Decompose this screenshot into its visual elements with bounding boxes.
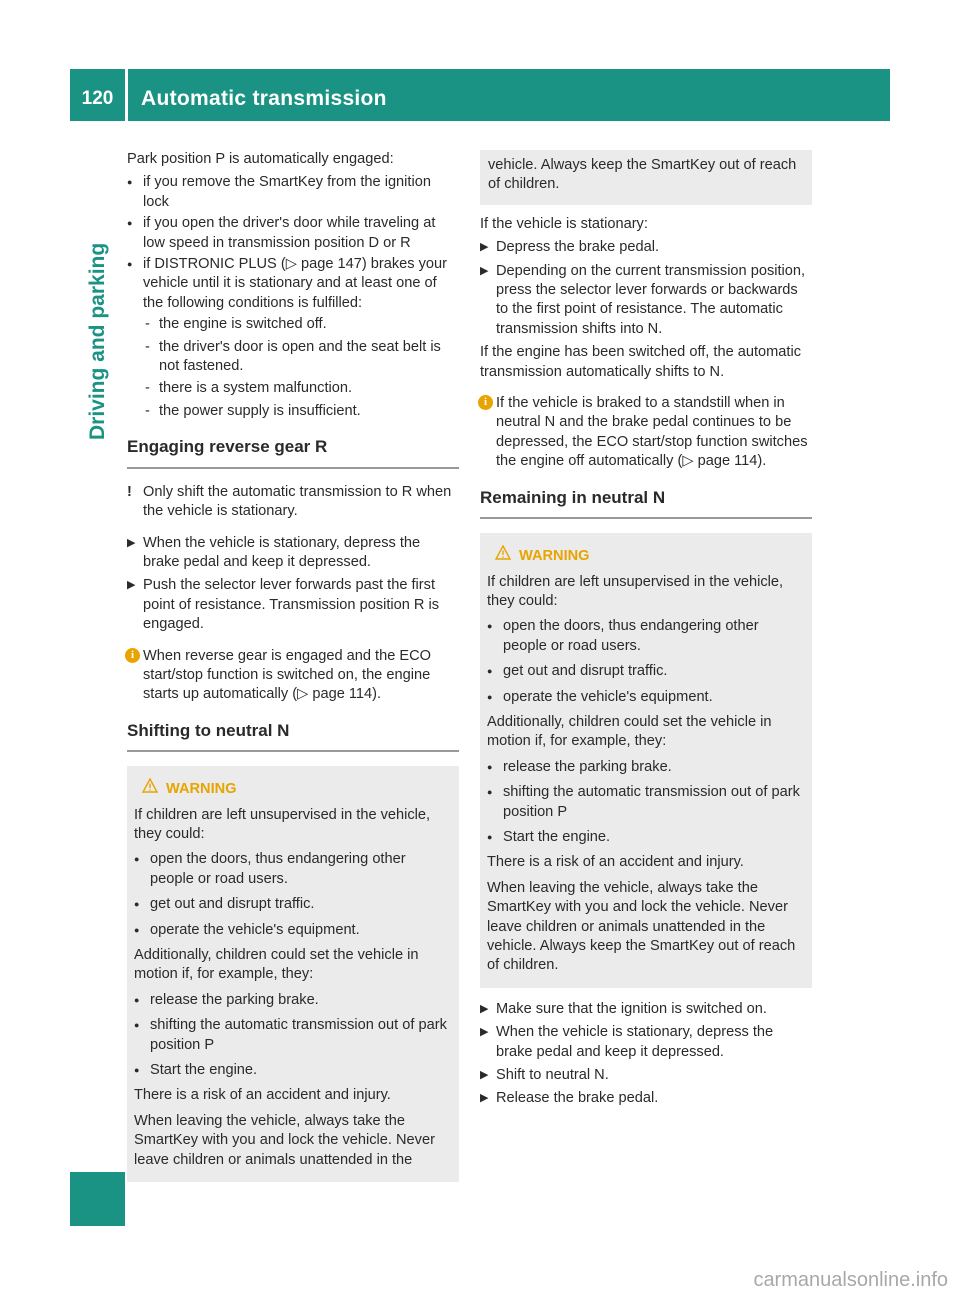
page-title: Automatic transmission bbox=[141, 87, 387, 110]
list-item: ● open the doors, thus endangering other people or road users. bbox=[134, 850, 451, 889]
warning-box bbox=[480, 533, 812, 988]
list-item: ● operate the vehicle's equipment. bbox=[487, 688, 804, 707]
step-item: ▶ Shift to neutral N. bbox=[480, 1066, 812, 1085]
warning-continued-box: vehicle. Always keep the SmartKey out of reach of children. bbox=[480, 150, 812, 205]
warning-text: Additionally, children could set the vehicle in motion if, for example, they: bbox=[134, 947, 419, 983]
section-heading: Remaining in neutral N bbox=[480, 488, 812, 519]
warning-text: If children are left unsupervised in the vehicle, they could: bbox=[487, 573, 784, 609]
list-item: ● shifting the automatic transmission out of park position P bbox=[487, 783, 804, 822]
warning-title: WARNING bbox=[495, 545, 804, 566]
warning-title: WARNING bbox=[142, 778, 451, 799]
list-item: ● if you open the driver's door while traveling at low speed in transmission position D or R bbox=[127, 214, 459, 253]
list-item: ● if DISTRONIC PLUS (▷ page 147) brakes your vehicle until it is stationary and at least one of the following conditions is fulfilled: bbox=[127, 255, 459, 313]
exclamation-icon: ! bbox=[127, 483, 132, 500]
paragraph: If the engine has been switched off, the automatic transmission automatically shifts to N. bbox=[480, 344, 802, 380]
sub-list-item: - there is a system malfunction. bbox=[145, 380, 353, 397]
list-item: ● if you remove the SmartKey from the ignition lock bbox=[127, 173, 459, 212]
page-number: 120 bbox=[81, 88, 114, 109]
warning-text: When leaving the vehicle, always take the SmartKey with you and lock the vehicle. Never leave children or animals unattended in the vehicle. Always keep the SmartKey out of reach of children. bbox=[487, 879, 796, 974]
arrow-icon: ▶ bbox=[480, 1092, 489, 1105]
step-item: ▶ Depending on the current transmission position, press the selector lever forwards or backwards to the first point of resistance. The automatic transmission shifts into N. bbox=[480, 262, 806, 337]
list-item: ● release the parking brake. bbox=[487, 758, 804, 777]
step-item: ▶ Push the selector lever forwards past the first point of resistance. Transmission position R is engaged. bbox=[127, 577, 440, 633]
paragraph: If the vehicle is stationary: bbox=[480, 215, 648, 232]
arrow-icon: ▶ bbox=[480, 241, 489, 254]
section-side-label: Driving and parking bbox=[86, 242, 109, 440]
warning-text: When leaving the vehicle, always take the SmartKey with you and lock the vehicle. Never leave children or animals unattended in the bbox=[134, 1112, 435, 1168]
list-item: ● get out and disrupt traffic. bbox=[134, 895, 451, 914]
warning-text: There is a risk of an accident and injury. bbox=[134, 1087, 391, 1104]
right-column bbox=[480, 150, 812, 1113]
list-item: ● Start the engine. bbox=[134, 1061, 451, 1080]
info-note: i If the vehicle is braked to a standstill when in neutral N and the brake pedal continues to be depressed, the ECO start/stop function switches the engine off automatically (▷ page 114). bbox=[480, 394, 812, 472]
warning-text: Additionally, children could set the vehicle in motion if, for example, they: bbox=[487, 713, 772, 750]
arrow-icon: ▶ bbox=[480, 264, 489, 277]
list-item: ● Start the engine. bbox=[487, 828, 804, 847]
watermark: carmanualsonline.info bbox=[753, 1269, 948, 1291]
arrow-icon: ▶ bbox=[127, 579, 136, 592]
sub-list-item: - the power supply is insufficient. bbox=[145, 402, 361, 419]
park-intro: Park position P is automatically engaged: bbox=[127, 151, 394, 167]
arrow-icon: ▶ bbox=[480, 1026, 489, 1039]
list-item: ● release the parking brake. bbox=[134, 991, 451, 1010]
warning-triangle-icon bbox=[495, 545, 511, 560]
list-item: ● open the doors, thus endangering other people or road users. bbox=[487, 617, 804, 656]
info-note: i When reverse gear is engaged and the ECO start/stop function is switched on, the engine starts up automatically (▷ page 114). bbox=[127, 647, 459, 705]
step-item: ▶ When the vehicle is stationary, depress the brake pedal and keep it depressed. bbox=[480, 1024, 774, 1060]
info-icon: i bbox=[125, 648, 140, 663]
arrow-icon: ▶ bbox=[480, 1002, 489, 1015]
sub-list-item: - the driver's door is open and the seat belt is not fastened. bbox=[145, 338, 441, 375]
arrow-icon: ▶ bbox=[480, 1069, 489, 1082]
caution-note: ! Only shift the automatic transmission to R when the vehicle is stationary. bbox=[127, 483, 452, 520]
section-heading: Engaging reverse gear R bbox=[127, 437, 459, 468]
list-item: ● shifting the automatic transmission out of park position P bbox=[134, 1016, 451, 1055]
step-item: ▶ Release the brake pedal. bbox=[480, 1089, 812, 1108]
step-item: ▶ Depress the brake pedal. bbox=[480, 238, 812, 257]
side-tab-block bbox=[70, 1172, 125, 1226]
section-heading: Shifting to neutral N bbox=[127, 721, 459, 752]
arrow-icon: ▶ bbox=[127, 536, 136, 549]
warning-box bbox=[127, 766, 459, 1182]
left-column bbox=[127, 150, 459, 1182]
warning-triangle-icon bbox=[142, 778, 158, 793]
info-icon: i bbox=[478, 395, 493, 410]
list-item: ● operate the vehicle's equipment. bbox=[134, 921, 451, 940]
step-item: ▶ Make sure that the ignition is switched on. bbox=[480, 1000, 812, 1019]
step-item: ▶ When the vehicle is stationary, depress the brake pedal and keep it depressed. bbox=[127, 534, 421, 570]
sub-list-item: - the engine is switched off. bbox=[145, 316, 327, 333]
header-divider bbox=[125, 69, 128, 121]
warning-text: There is a risk of an accident and injury. bbox=[487, 854, 744, 871]
warning-text: If children are left unsupervised in the vehicle, they could: bbox=[134, 806, 431, 842]
list-item: ● get out and disrupt traffic. bbox=[487, 662, 804, 681]
